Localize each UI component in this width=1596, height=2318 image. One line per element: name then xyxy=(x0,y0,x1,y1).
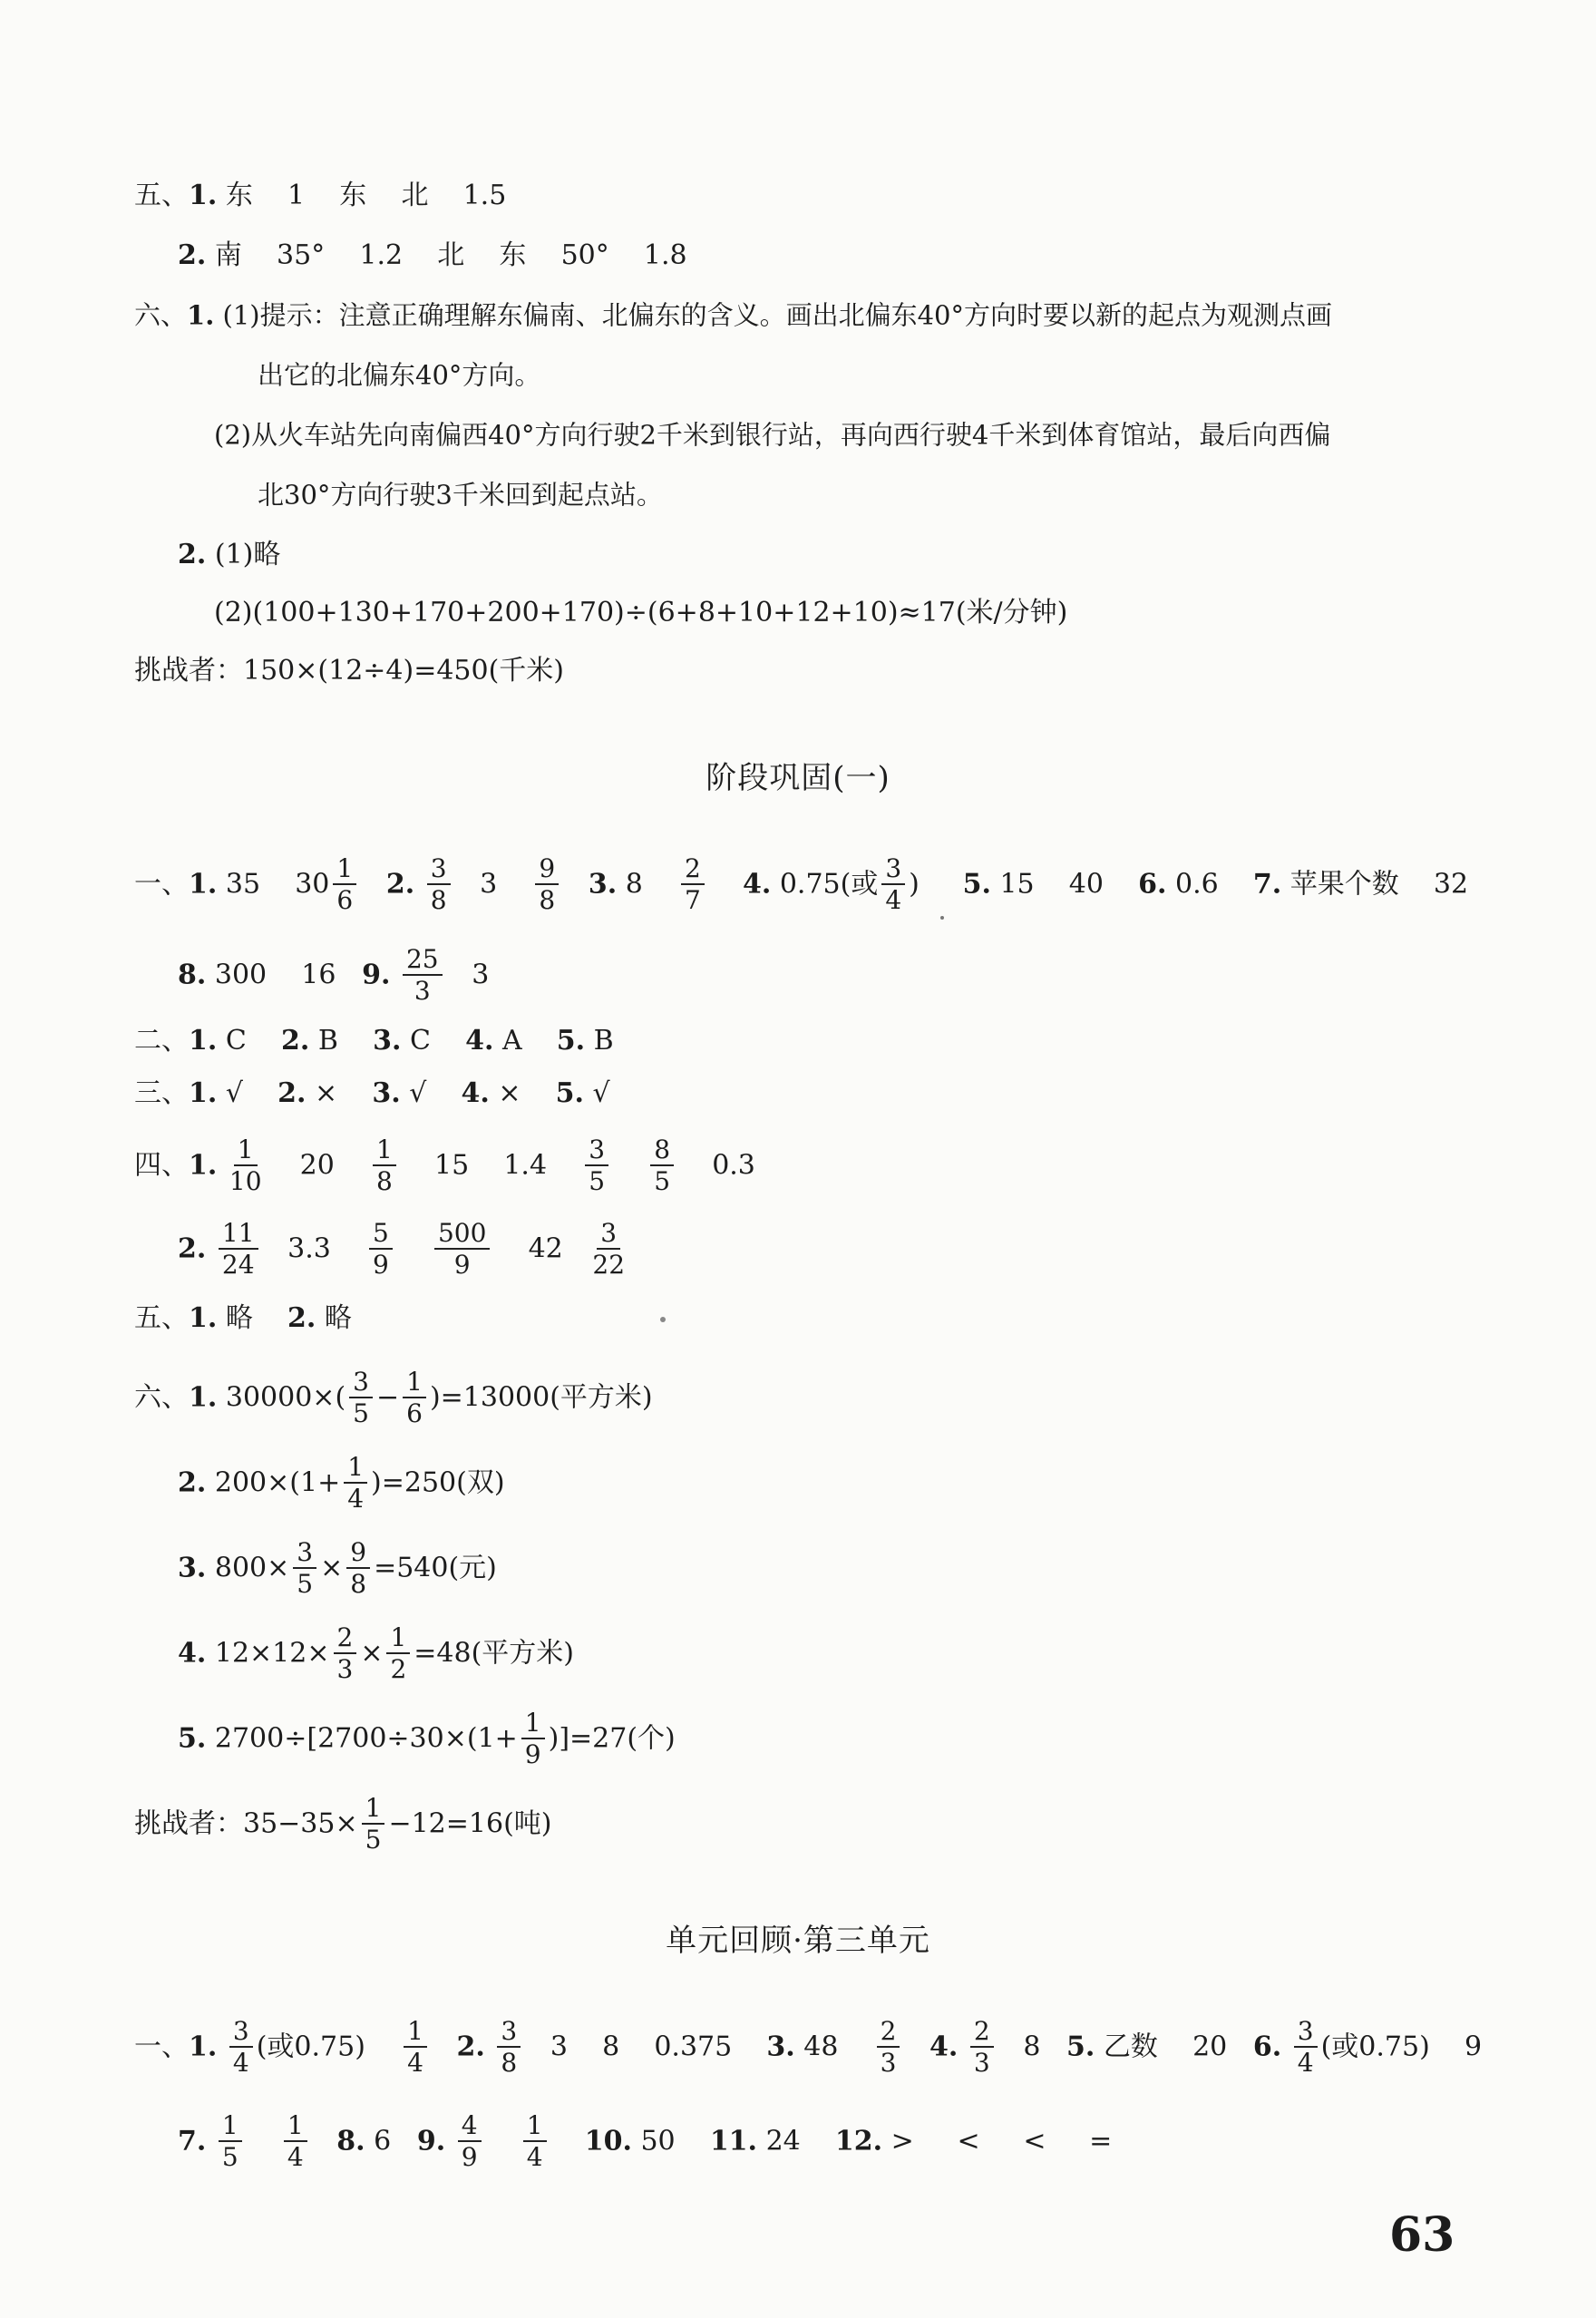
answer: 50° xyxy=(560,239,609,271)
paren: ) xyxy=(909,868,920,901)
item-number: 9. xyxy=(416,2125,446,2157)
answer: 0.3 xyxy=(712,1149,755,1182)
answer: 24 xyxy=(765,2125,801,2157)
fraction: $\frac{9}{8}$ xyxy=(346,1540,370,1597)
answer-line xyxy=(214,599,1067,627)
answer: 东 xyxy=(339,180,367,211)
answer: 8 xyxy=(625,868,643,901)
answer-text: (2)(100+130+170+200+170)÷(6+8+10+12+10)≈17(米/分钟) xyxy=(214,597,1068,628)
fraction: $\frac{1}{6}$ xyxy=(403,1369,426,1427)
item-number: 1. xyxy=(187,299,215,331)
item-number: 4. xyxy=(178,1637,207,1670)
answer-line xyxy=(178,1537,497,1599)
item-number: 5. xyxy=(962,868,991,901)
answer-line xyxy=(134,1027,614,1055)
answer-line xyxy=(178,1622,575,1684)
answer: 0.6 xyxy=(1175,868,1219,901)
fraction: $\frac{1}{5}$ xyxy=(362,1796,385,1853)
item-number: 1. xyxy=(189,180,218,211)
expression: 12×12× xyxy=(214,1637,330,1670)
item-number: 8. xyxy=(336,2125,365,2157)
item-number: 1. xyxy=(189,2031,218,2063)
answer: √ xyxy=(592,1077,610,1109)
answer-line xyxy=(258,481,663,509)
answer: 20 xyxy=(1192,2031,1228,2063)
answer-line xyxy=(178,1218,628,1280)
fraction: $\frac{1}{4}$ xyxy=(523,2113,547,2170)
fraction: $\frac{11}{24}$ xyxy=(219,1221,258,1278)
answer-line xyxy=(178,1710,676,1768)
answer: 50 xyxy=(640,2125,676,2157)
answer-line xyxy=(178,541,280,569)
expression: )=250(双) xyxy=(371,1466,505,1499)
item-number: 7. xyxy=(1252,868,1282,901)
answer: 30 xyxy=(295,868,330,901)
fraction: $\frac{9}{8}$ xyxy=(535,856,559,913)
expression: =48(平方米) xyxy=(414,1637,575,1670)
answer: 0.75(或 xyxy=(779,868,879,901)
item-number: 6. xyxy=(1252,2031,1282,2063)
fraction: $\frac{8}{5}$ xyxy=(650,1137,674,1194)
item-number: 11. xyxy=(709,2125,758,2157)
answer-line xyxy=(214,421,1330,449)
item-number: 5. xyxy=(555,1077,584,1109)
answer: < xyxy=(1023,2125,1046,2157)
answer: 1.5 xyxy=(462,180,507,211)
section-mark: 一、 xyxy=(134,2031,189,2063)
section-mark: 四、 xyxy=(134,1149,189,1182)
answer: 3.3 xyxy=(287,1232,331,1265)
answer-text: (1)提示：注意正确理解东偏南、北偏东的含义。画出北偏东40°方向时要以新的起点为观测点画 xyxy=(222,299,1332,331)
item-number: 4. xyxy=(461,1077,490,1109)
expression: )=13000(平方米) xyxy=(429,1381,653,1414)
answer: 1.2 xyxy=(359,239,404,271)
fraction: $\frac{3}{4}$ xyxy=(1294,2019,1318,2076)
fraction: $\frac{1}{6}$ xyxy=(333,856,356,913)
challenge-line xyxy=(134,657,564,685)
item-number: 3. xyxy=(373,1025,402,1057)
answer: 乙数 xyxy=(1103,2031,1158,2063)
answer: 48 xyxy=(803,2031,839,2063)
fraction: $\frac{2}{7}$ xyxy=(681,856,705,913)
expression: =540(元) xyxy=(374,1552,497,1584)
item-number: 12. xyxy=(834,2125,883,2157)
answer: B xyxy=(317,1025,338,1057)
answer-line xyxy=(134,1304,352,1332)
answer-line xyxy=(178,241,687,269)
answer: 6 xyxy=(374,2125,392,2157)
item-number: 9. xyxy=(362,959,391,991)
answer-line xyxy=(258,361,540,389)
answer: 苹果个数 xyxy=(1289,868,1399,901)
answer: 15 xyxy=(434,1149,470,1182)
operator: − xyxy=(375,1381,400,1414)
item-number: 1. xyxy=(189,1149,218,1182)
section-mark: 五、 xyxy=(134,180,189,211)
answer: 1.8 xyxy=(643,239,687,271)
answer: B xyxy=(593,1025,614,1057)
fraction: $\frac{2}{3}$ xyxy=(334,1625,357,1682)
answer: 16 xyxy=(301,959,336,991)
answer-text: (1)略 xyxy=(214,539,281,570)
answer: 3 xyxy=(472,959,490,991)
expression: 2700÷[2700÷30×(1+ xyxy=(214,1722,518,1755)
item-number: 1. xyxy=(189,1077,218,1109)
answer: A xyxy=(501,1025,522,1057)
answer: 0.375 xyxy=(654,2031,733,2063)
answer: 北 xyxy=(437,239,465,271)
answer: 35° xyxy=(277,239,326,271)
fraction: $\frac{3}{8}$ xyxy=(427,856,451,913)
answer: × xyxy=(315,1077,338,1109)
answer: 9 xyxy=(1464,2031,1483,2063)
answer: 35 xyxy=(225,868,261,901)
fraction: $\frac{3}{5}$ xyxy=(585,1137,608,1194)
answer: 东 xyxy=(225,180,253,211)
answer-text: 北30°方向行驶3千米回到起点站。 xyxy=(258,479,663,511)
answer: 20 xyxy=(299,1149,335,1182)
expression: 800× xyxy=(214,1552,290,1584)
answer: < xyxy=(957,2125,980,2157)
fraction: $\frac{1}{2}$ xyxy=(386,1625,410,1682)
fraction: $\frac{3}{8}$ xyxy=(497,2019,521,2076)
item-number: 4. xyxy=(465,1025,494,1057)
answer: 3 xyxy=(480,868,498,901)
fraction: $\frac{1}{5}$ xyxy=(219,2113,242,2170)
item-number: 2. xyxy=(178,539,207,570)
section-mark: 六、 xyxy=(134,299,188,331)
item-number: 1. xyxy=(189,1381,218,1414)
fraction: $\frac{3}{5}$ xyxy=(293,1540,316,1597)
fraction: $\frac{3}{5}$ xyxy=(349,1369,373,1427)
fraction: $\frac{1}{4}$ xyxy=(404,2019,427,2076)
answer-line xyxy=(134,1369,653,1427)
answer: C xyxy=(409,1025,431,1057)
section-mark: 一、 xyxy=(134,868,189,901)
expression: 200×(1+ xyxy=(214,1466,341,1499)
answer-text: (2)从火车站先向南偏西40°方向行驶2千米到银行站，再向西行驶4千米到体育馆站，最后向西偏 xyxy=(214,419,1331,451)
item-number: 5. xyxy=(1066,2031,1095,2063)
expression: )]=27(个) xyxy=(548,1722,676,1755)
answer: 40 xyxy=(1068,868,1104,901)
speck xyxy=(660,1317,666,1322)
item-number: 3. xyxy=(766,2031,795,2063)
answer: 15 xyxy=(999,868,1035,901)
item-number: 2. xyxy=(178,1466,207,1499)
fraction: $\frac{5}{9}$ xyxy=(369,1221,393,1278)
item-number: 3. xyxy=(372,1077,401,1109)
item-number: 6. xyxy=(1138,868,1167,901)
fraction: $\frac{1}{4}$ xyxy=(284,2113,307,2170)
answer-line xyxy=(134,2016,1483,2078)
answer-line xyxy=(134,181,506,209)
expression: 30000×( xyxy=(225,1381,346,1414)
answer: √ xyxy=(409,1077,427,1109)
fraction: $\frac{1}{9}$ xyxy=(521,1710,545,1768)
answer-line xyxy=(134,301,1332,329)
answer: × xyxy=(498,1077,521,1109)
section-mark: 二、 xyxy=(134,1025,189,1057)
fraction: $\frac{3}{4}$ xyxy=(881,856,905,913)
answer: 1.4 xyxy=(503,1149,548,1182)
fraction: $\frac{3}{4}$ xyxy=(229,2019,253,2076)
fraction: $\frac{1}{8}$ xyxy=(373,1137,396,1194)
answer: 略 xyxy=(225,1302,253,1334)
answer: √ xyxy=(225,1077,243,1109)
item-number: 8. xyxy=(178,959,207,991)
item-number: 3. xyxy=(178,1552,207,1584)
item-number: 2. xyxy=(456,2031,485,2063)
answer: 1 xyxy=(287,180,306,211)
answer: (或0.75) xyxy=(1320,2031,1430,2063)
answer: = xyxy=(1089,2125,1113,2157)
fraction: $\frac{500}{9}$ xyxy=(434,1221,490,1278)
item-number: 7. xyxy=(178,2125,207,2157)
answer: 32 xyxy=(1433,868,1469,901)
expression: −12=16(吨) xyxy=(388,1807,552,1840)
item-number: 2. xyxy=(281,1025,310,1057)
page-number: 63 xyxy=(1389,2207,1455,2263)
item-number: 4. xyxy=(929,2031,959,2063)
item-number: 4. xyxy=(742,868,772,901)
answer-line xyxy=(134,1079,610,1107)
fraction: $\frac{25}{3}$ xyxy=(403,947,443,1004)
answer: > xyxy=(890,2125,914,2157)
answer-line xyxy=(178,944,490,1006)
section-heading: 阶段巩固(一) xyxy=(706,760,890,796)
answer-line xyxy=(178,1452,505,1514)
fraction: $\frac{1}{4}$ xyxy=(344,1455,367,1512)
item-number: 2. xyxy=(287,1302,316,1334)
item-number: 2. xyxy=(178,239,207,271)
answer-line xyxy=(178,2110,1113,2172)
answer: 东 xyxy=(499,239,527,271)
answer-text: 挑战者：150×(12÷4)=450(千米) xyxy=(134,655,565,687)
section-mark: 六、 xyxy=(134,1381,189,1414)
answer: 8 xyxy=(602,2031,620,2063)
challenge-line xyxy=(134,1793,552,1855)
answer: 300 xyxy=(214,959,268,991)
section-mark: 三、 xyxy=(134,1077,189,1109)
operator: × xyxy=(360,1637,384,1670)
fraction: $\frac{2}{3}$ xyxy=(877,2019,900,2076)
answer: 42 xyxy=(528,1232,563,1265)
answer: C xyxy=(225,1025,247,1057)
answer: 略 xyxy=(324,1302,352,1334)
item-number: 5. xyxy=(178,1722,207,1755)
item-number: 1. xyxy=(189,1025,218,1057)
item-number: 2. xyxy=(385,868,415,901)
fraction: $\frac{3}{22}$ xyxy=(592,1218,626,1280)
section-heading: 单元回顾·第三单元 xyxy=(666,1923,930,1959)
answer-line xyxy=(134,853,1469,915)
answer-line xyxy=(134,1137,755,1194)
item-number: 5. xyxy=(556,1025,586,1057)
fraction: $\frac{1}{10}$ xyxy=(229,1135,262,1196)
fraction: $\frac{4}{9}$ xyxy=(458,2113,482,2170)
item-number: 10. xyxy=(584,2125,632,2157)
item-number: 3. xyxy=(588,868,618,901)
answer: 8 xyxy=(1023,2031,1041,2063)
answer: 3 xyxy=(550,2031,568,2063)
item-number: 2. xyxy=(277,1077,307,1109)
expression: 挑战者：35−35× xyxy=(134,1807,358,1840)
answer: (或0.75) xyxy=(256,2031,365,2063)
answer: 南 xyxy=(214,239,242,271)
fraction: $\frac{2}{3}$ xyxy=(970,2019,994,2076)
section-mark: 五、 xyxy=(134,1302,189,1334)
answer: 北 xyxy=(401,180,429,211)
item-number: 1. xyxy=(189,1302,218,1334)
speck xyxy=(940,916,944,920)
item-number: 1. xyxy=(189,868,218,901)
operator: × xyxy=(320,1552,344,1584)
item-number: 2. xyxy=(178,1232,207,1265)
answer-text: 出它的北偏东40°方向。 xyxy=(258,359,541,391)
